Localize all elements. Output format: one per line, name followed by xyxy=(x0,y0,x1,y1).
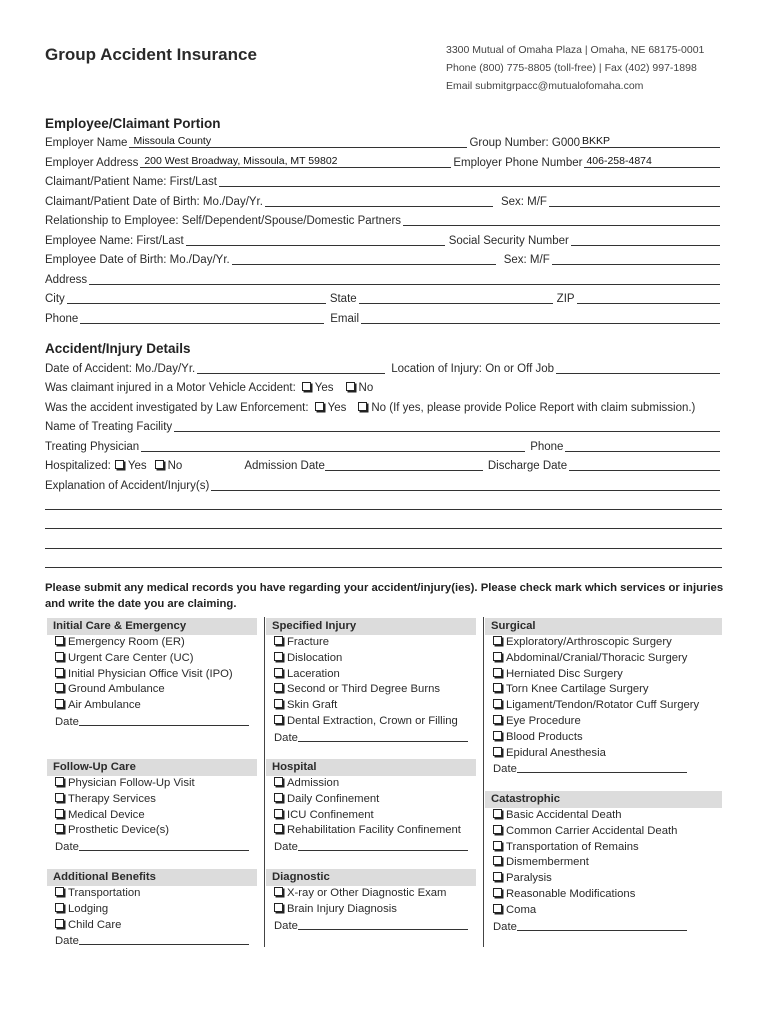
surgical-checkbox-item[interactable] xyxy=(485,651,722,667)
initial-care-item-label: Urgent Care Center (UC) xyxy=(68,651,194,664)
checkbox-icon xyxy=(55,793,64,802)
claimant-sex-field[interactable] xyxy=(549,194,720,207)
specified-injury-item-label: Fracture xyxy=(287,636,330,648)
treating-facility-row xyxy=(45,418,722,434)
column-divider xyxy=(264,617,265,947)
checkbox-icon xyxy=(274,668,283,677)
checkbox-icon xyxy=(274,809,283,818)
treating-physician-label: Treating Physician xyxy=(45,441,140,453)
zip-field[interactable] xyxy=(577,291,720,304)
checkbox-icon xyxy=(274,887,283,896)
surgical-heading: Surgical xyxy=(485,618,722,635)
surgical-section xyxy=(485,618,722,777)
checkbox-icon xyxy=(302,382,311,391)
company-phone-fax: Phone (800) 775-8805 (toll-free) | Fax (402) 997-1898 xyxy=(446,62,697,74)
date-label: Date xyxy=(55,841,79,854)
catastrophic-checkbox-item[interactable] xyxy=(485,903,722,919)
relationship-field[interactable] xyxy=(403,213,720,226)
specified-injury-checkbox-item[interactable] xyxy=(266,667,476,683)
follow-up-heading: Follow-Up Care xyxy=(47,759,257,776)
accident-date-label: Date of Accident: Mo./Day/Yr. xyxy=(45,363,196,375)
explanation-row xyxy=(45,477,722,493)
catastrophic-checkbox-item[interactable] xyxy=(485,887,722,903)
initial-care-date-row xyxy=(47,714,257,730)
specified-injury-checkbox-item[interactable] xyxy=(266,682,476,698)
checkbox-icon xyxy=(493,683,502,692)
motor-vehicle-yes[interactable]: Yes xyxy=(300,381,334,395)
group-number-value: BKKP xyxy=(582,135,611,147)
checkbox-icon xyxy=(55,699,64,708)
date-label: Date xyxy=(274,731,298,744)
treating-facility-label: Name of Treating Facility xyxy=(45,421,173,433)
surgical-item-label: Abdominal/Cranial/Thoracic Surgery xyxy=(506,651,688,664)
catastrophic-date-row xyxy=(485,919,722,935)
surgical-checkbox-item[interactable] xyxy=(485,730,722,746)
catastrophic-checkbox-item[interactable] xyxy=(485,871,722,887)
checkbox-icon xyxy=(493,825,502,834)
initial-care-section xyxy=(47,618,257,730)
employer-name-field[interactable] xyxy=(129,135,467,148)
follow-up-checkbox-item[interactable] xyxy=(47,776,257,792)
explanation-label: Explanation of Accident/Injury(s) xyxy=(45,480,210,492)
employer-address-label: Employer Address xyxy=(45,157,139,169)
hospital-item-label: Admission xyxy=(287,777,340,789)
checkbox-icon xyxy=(274,777,283,786)
explanation-field[interactable] xyxy=(211,478,720,491)
ssn-label: Social Security Number xyxy=(448,235,569,247)
hospital-heading: Hospital xyxy=(266,759,476,776)
follow-up-item-label: Prosthetic Device(s) xyxy=(68,824,170,837)
date-label: Date xyxy=(274,919,298,932)
date-label: Date xyxy=(55,715,79,728)
hospital-section xyxy=(266,759,476,855)
hospital-item-label: Rehabilitation Facility Confinement xyxy=(287,824,461,837)
phone-label: Phone xyxy=(45,313,79,325)
state-field[interactable] xyxy=(359,291,553,304)
explanation-line-2[interactable] xyxy=(45,509,722,510)
diagnostic-item-label: X-ray or Other Diagnostic Exam xyxy=(287,887,447,899)
group-number-field[interactable] xyxy=(580,135,720,148)
explanation-line-4[interactable] xyxy=(45,548,722,549)
treating-physician-field[interactable] xyxy=(141,439,525,452)
claimant-sex-label: Sex: M/F xyxy=(500,196,547,208)
surgical-checkbox-item[interactable] xyxy=(485,714,722,730)
hospital-item-label: ICU Confinement xyxy=(287,808,374,821)
hospital-date-row xyxy=(266,839,476,855)
hospital-checkbox-item[interactable] xyxy=(266,808,476,824)
catastrophic-item-label: Transportation of Remains xyxy=(506,840,639,853)
specified-injury-date-row xyxy=(266,730,476,746)
diagnostic-heading: Diagnostic xyxy=(266,869,476,886)
treating-physician-row xyxy=(45,438,722,454)
employer-phone-label: Employer Phone Number xyxy=(453,157,583,169)
address-row xyxy=(45,271,722,287)
hospital-checkbox-item[interactable] xyxy=(266,792,476,808)
address-field[interactable] xyxy=(89,272,720,285)
checkbox-icon xyxy=(493,636,502,645)
initial-care-checkbox-item[interactable] xyxy=(47,667,257,683)
additional-heading: Additional Benefits xyxy=(47,869,257,886)
checkbox-icon xyxy=(493,872,502,881)
location-label: Location of Injury: On or Off Job xyxy=(391,363,555,375)
initial-care-checkbox-item[interactable] xyxy=(47,698,257,714)
additional-item-label: Child Care xyxy=(68,918,122,931)
surgical-checkbox-item[interactable] xyxy=(485,635,722,651)
accident-section-heading: Accident/Injury Details xyxy=(45,341,191,356)
checkbox-icon xyxy=(358,402,367,411)
hospitalized-row xyxy=(45,457,722,473)
surgical-checkbox-item[interactable] xyxy=(485,698,722,714)
law-enforcement-yes[interactable]: Yes xyxy=(313,401,347,415)
initial-care-checkbox-item[interactable] xyxy=(47,682,257,698)
checkbox-icon xyxy=(55,887,64,896)
specified-injury-checkbox-item[interactable] xyxy=(266,635,476,651)
date-label: Date xyxy=(493,920,517,933)
specified-injury-item-label: Dental Extraction, Crown or Filling xyxy=(287,714,458,727)
checkbox-icon xyxy=(493,809,502,818)
catastrophic-checkbox-item[interactable] xyxy=(485,808,722,824)
surgical-checkbox-item[interactable] xyxy=(485,746,722,762)
admission-date-field[interactable] xyxy=(325,458,483,471)
additional-item-label: Lodging xyxy=(68,902,109,915)
initial-care-item-label: Initial Physician Office Visit (IPO) xyxy=(68,667,233,680)
diagnostic-checkbox-item[interactable] xyxy=(266,902,476,918)
employee-sex-field[interactable] xyxy=(552,252,720,265)
form-title: Group Accident Insurance xyxy=(45,45,257,64)
specified-injury-date-field[interactable] xyxy=(298,730,468,742)
checkbox-icon xyxy=(274,824,283,833)
claimant-dob-row xyxy=(45,193,722,209)
specified-injury-checkbox-item[interactable] xyxy=(266,714,476,730)
follow-up-item-label: Medical Device xyxy=(68,808,145,821)
explanation-line-5[interactable] xyxy=(45,567,722,568)
motor-vehicle-no[interactable]: No xyxy=(344,381,374,395)
catastrophic-item-label: Coma xyxy=(506,903,537,916)
specified-injury-heading: Specified Injury xyxy=(266,618,476,635)
checkbox-icon xyxy=(55,919,64,928)
hospitalized-yes[interactable]: Yes xyxy=(113,459,147,473)
discharge-date-label: Discharge Date xyxy=(487,460,568,472)
additional-item-label: Transportation xyxy=(68,887,141,899)
hospital-checkbox-item[interactable] xyxy=(266,776,476,792)
catastrophic-item-label: Reasonable Modifications xyxy=(506,887,636,900)
catastrophic-checkbox-item[interactable] xyxy=(485,824,722,840)
surgical-item-label: Eye Procedure xyxy=(506,714,581,727)
claimant-name-label: Claimant/Patient Name: First/Last xyxy=(45,176,217,188)
surgical-item-label: Exploratory/Arthroscopic Surgery xyxy=(506,636,672,648)
employee-sex-label: Sex: M/F xyxy=(503,254,550,266)
employer-address-value: 200 West Broadway, Missoula, MT 59802 xyxy=(144,155,338,167)
additional-benefits-section xyxy=(47,869,257,949)
employee-dob-row xyxy=(45,251,722,267)
relationship-label: Relationship to Employee: Self/Dependent/Spouse/Domestic Partners xyxy=(45,215,402,227)
column-divider xyxy=(483,617,484,947)
city-field[interactable] xyxy=(67,291,326,304)
employee-name-field[interactable] xyxy=(186,233,445,246)
employee-dob-label: Employee Date of Birth: Mo./Day/Yr. xyxy=(45,254,230,266)
law-enforcement-label: Was the accident investigated by Law Enforcement: xyxy=(45,402,309,414)
employer-name-row xyxy=(45,134,722,150)
hospitalized-no[interactable]: No xyxy=(153,459,183,473)
email-label: Email xyxy=(330,313,360,325)
initial-care-date-field[interactable] xyxy=(79,714,249,726)
catastrophic-item-label: Basic Accidental Death xyxy=(506,809,622,821)
checkbox-icon xyxy=(493,668,502,677)
claimant-name-field[interactable] xyxy=(219,174,720,187)
checkbox-icon xyxy=(346,382,355,391)
follow-up-checkbox-item[interactable] xyxy=(47,792,257,808)
accident-date-row xyxy=(45,360,722,376)
treating-facility-field[interactable] xyxy=(174,419,720,432)
follow-up-section xyxy=(47,759,257,855)
claimant-dob-label: Claimant/Patient Date of Birth: Mo./Day/Yr. xyxy=(45,196,263,208)
employer-address-row xyxy=(45,154,722,170)
additional-checkbox-item[interactable] xyxy=(47,886,257,902)
claimant-name-row xyxy=(45,173,722,189)
checkbox-icon xyxy=(274,715,283,724)
follow-up-item-label: Physician Follow-Up Visit xyxy=(68,777,195,789)
employer-phone-value: 406-258-4874 xyxy=(586,155,652,167)
employer-name-value: Missoula County xyxy=(133,135,212,147)
law-enforcement-no[interactable]: No (If yes, please provide Police Report with claim submission.) xyxy=(356,401,695,415)
checkbox-icon xyxy=(493,888,502,897)
specified-injury-item-label: Second or Third Degree Burns xyxy=(287,683,441,696)
physician-phone-label: Phone xyxy=(530,441,564,453)
checkbox-icon xyxy=(493,715,502,724)
catastrophic-heading: Catastrophic xyxy=(485,791,722,808)
initial-care-item-label: Air Ambulance xyxy=(68,699,141,712)
motor-vehicle-row xyxy=(45,379,722,395)
diagnostic-item-label: Brain Injury Diagnosis xyxy=(287,902,397,915)
law-enforcement-row xyxy=(45,399,722,415)
phone-email-row xyxy=(45,310,722,326)
email-field[interactable] xyxy=(361,311,720,324)
physician-phone-field[interactable] xyxy=(565,439,720,452)
checkbox-icon xyxy=(493,652,502,661)
ssn-field[interactable] xyxy=(571,233,720,246)
motor-vehicle-label: Was claimant injured in a Motor Vehicle Accident: xyxy=(45,382,296,394)
address-label: Address xyxy=(45,274,88,286)
phone-field[interactable] xyxy=(80,311,324,324)
group-number-label: Group Number: G000 xyxy=(469,137,581,149)
checkbox-icon xyxy=(55,809,64,818)
specified-injury-item-label: Skin Graft xyxy=(287,699,338,712)
checkbox-icon xyxy=(55,668,64,677)
initial-care-checkbox-item[interactable] xyxy=(47,635,257,651)
specified-injury-item-label: Dislocation xyxy=(287,651,343,664)
date-label: Date xyxy=(55,935,79,948)
additional-checkbox-item[interactable] xyxy=(47,918,257,934)
follow-up-date-row xyxy=(47,839,257,855)
additional-date-row xyxy=(47,933,257,949)
checkbox-icon xyxy=(493,904,502,913)
checkbox-icon xyxy=(55,903,64,912)
hospital-item-label: Daily Confinement xyxy=(287,792,380,805)
diagnostic-date-field[interactable] xyxy=(298,918,468,930)
initial-care-item-label: Emergency Room (ER) xyxy=(68,636,185,648)
city-state-zip-row xyxy=(45,290,722,306)
checkbox-icon xyxy=(55,683,64,692)
checkbox-icon xyxy=(493,856,502,865)
relationship-row xyxy=(45,212,722,228)
checkbox-icon xyxy=(274,636,283,645)
employee-name-row xyxy=(45,232,722,248)
follow-up-checkbox-item[interactable] xyxy=(47,823,257,839)
additional-date-field[interactable] xyxy=(79,933,249,945)
specified-injury-checkbox-item[interactable] xyxy=(266,651,476,667)
date-label: Date xyxy=(493,763,517,776)
surgical-checkbox-item[interactable] xyxy=(485,682,722,698)
catastrophic-checkbox-item[interactable] xyxy=(485,855,722,871)
city-label: City xyxy=(45,293,65,305)
notice-text: Please submit any medical records you have regarding your accident/injury(ies). Please check mark which services or injuries and write the date you are claiming. xyxy=(45,582,724,610)
date-label: Date xyxy=(274,841,298,854)
checkbox-icon xyxy=(274,683,283,692)
admission-date-label: Admission Date xyxy=(244,460,325,472)
surgical-item-label: Torn Knee Cartilage Surgery xyxy=(506,683,649,696)
checkbox-icon xyxy=(274,699,283,708)
diagnostic-checkbox-item[interactable] xyxy=(266,886,476,902)
catastrophic-item-label: Dismemberment xyxy=(506,856,589,869)
catastrophic-section xyxy=(485,791,722,934)
checkbox-icon xyxy=(55,652,64,661)
catastrophic-item-label: Paralysis xyxy=(506,872,552,885)
company-address: 3300 Mutual of Omaha Plaza | Omaha, NE 68175-0001 xyxy=(446,44,705,56)
location-field[interactable] xyxy=(556,361,720,374)
checkbox-icon xyxy=(115,460,124,469)
checkbox-icon xyxy=(274,652,283,661)
surgical-date-field[interactable] xyxy=(517,761,687,773)
hospital-checkbox-item[interactable] xyxy=(266,823,476,839)
employee-section-heading: Employee/Claimant Portion xyxy=(45,116,221,131)
follow-up-item-label: Therapy Services xyxy=(68,792,156,805)
checkbox-icon xyxy=(274,793,283,802)
checkbox-icon xyxy=(493,699,502,708)
employer-phone-field[interactable] xyxy=(584,155,720,168)
claimant-dob-field[interactable] xyxy=(265,194,493,207)
checkbox-icon xyxy=(274,903,283,912)
initial-care-heading: Initial Care & Emergency xyxy=(47,618,257,635)
explanation-line-3[interactable] xyxy=(45,528,722,529)
specified-injury-item-label: Laceration xyxy=(287,667,340,680)
catastrophic-item-label: Common Carrier Accidental Death xyxy=(506,824,678,837)
diagnostic-section xyxy=(266,869,476,933)
initial-care-checkbox-item[interactable] xyxy=(47,651,257,667)
employee-name-label: Employee Name: First/Last xyxy=(45,235,184,247)
state-label: State xyxy=(329,293,357,305)
discharge-date-field[interactable] xyxy=(569,458,720,471)
checkbox-icon xyxy=(55,777,64,786)
follow-up-checkbox-item[interactable] xyxy=(47,808,257,824)
surgical-checkbox-item[interactable] xyxy=(485,667,722,683)
checkbox-icon xyxy=(155,460,164,469)
employee-dob-field[interactable] xyxy=(232,252,496,265)
checkbox-icon xyxy=(315,402,324,411)
surgical-item-label: Blood Products xyxy=(506,730,583,743)
checkbox-icon xyxy=(55,824,64,833)
checkbox-icon xyxy=(493,747,502,756)
specified-injury-checkbox-item[interactable] xyxy=(266,698,476,714)
surgical-item-label: Herniated Disc Surgery xyxy=(506,667,623,680)
specified-injury-section xyxy=(266,618,476,746)
surgical-item-label: Ligament/Tendon/Rotator Cuff Surgery xyxy=(506,699,700,712)
employer-address-field[interactable] xyxy=(140,155,451,168)
checkbox-icon xyxy=(55,636,64,645)
diagnostic-date-row xyxy=(266,918,476,934)
hospital-date-field[interactable] xyxy=(298,839,468,851)
employer-name-label: Employer Name xyxy=(45,137,128,149)
initial-care-item-label: Ground Ambulance xyxy=(68,683,165,696)
catastrophic-date-field[interactable] xyxy=(517,919,687,931)
catastrophic-checkbox-item[interactable] xyxy=(485,840,722,856)
checkbox-icon xyxy=(493,731,502,740)
accident-date-field[interactable] xyxy=(197,361,385,374)
additional-checkbox-item[interactable] xyxy=(47,902,257,918)
zip-label: ZIP xyxy=(556,293,575,305)
surgical-date-row xyxy=(485,761,722,777)
surgical-item-label: Epidural Anesthesia xyxy=(506,746,606,759)
checkbox-icon xyxy=(493,841,502,850)
company-email: Email submitgrpacc@mutualofomaha.com xyxy=(446,80,644,92)
follow-up-date-field[interactable] xyxy=(79,839,249,851)
hospitalized-label: Hospitalized: xyxy=(45,460,111,472)
